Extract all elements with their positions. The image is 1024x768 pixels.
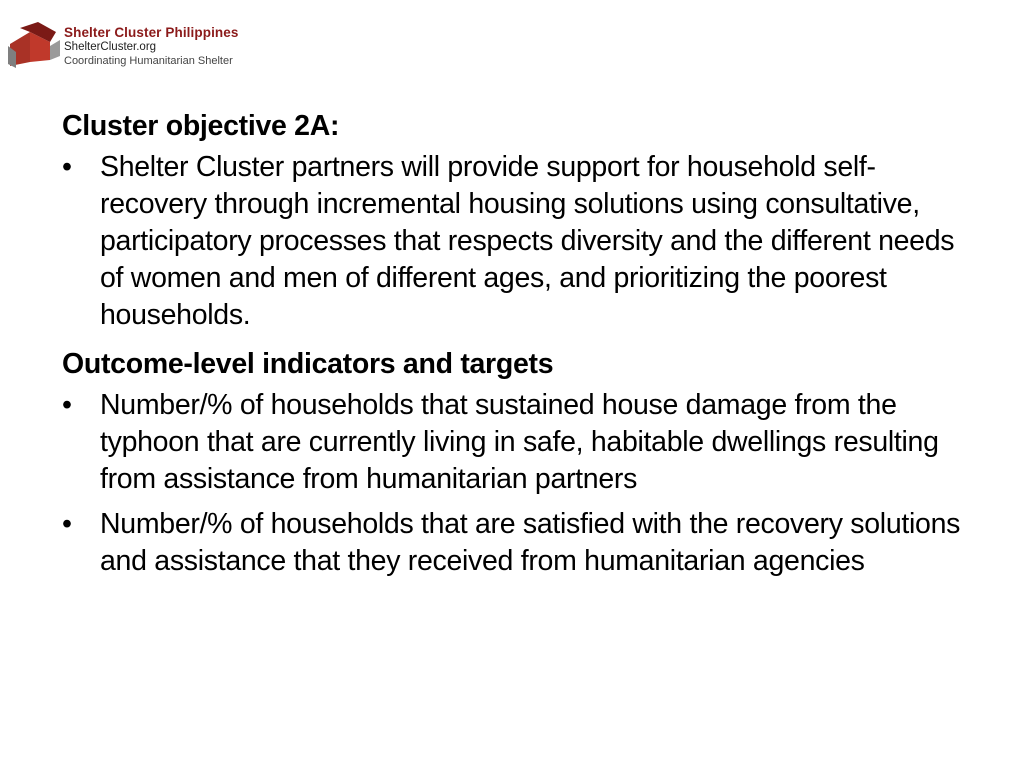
bullet-item (62, 387, 982, 498)
bullet-text: Shelter Cluster partners will provide support for household self-recovery through incremental housing solutions using consultative, participatory processes that respects diversity and the different needs of women and men of different ages, and prioritizing the poorest households. (100, 151, 955, 331)
logo-title: Shelter Cluster Philippines (64, 25, 239, 40)
bullet-item (62, 149, 982, 334)
house-hands-logo-icon (6, 22, 62, 72)
objective-heading: Cluster objective 2A: (62, 110, 340, 142)
logo-url: ShelterCluster.org (64, 41, 157, 53)
bullet-text: Number/% of households that are satisfied with the recovery solutions and assistance that they received from humanitarian agencies (100, 508, 961, 577)
slide-body (62, 104, 982, 588)
bullet-item (62, 506, 982, 580)
bullet-icon: • (62, 389, 72, 421)
bullet-icon: • (62, 508, 72, 540)
bullet-text: Number/% of households that sustained house damage from the typhoon that are currently living in safe, habitable dwellings resulting from assistance from humanitarian partners (100, 389, 939, 495)
shelter-cluster-logo (6, 22, 239, 72)
bullet-icon: • (62, 151, 72, 183)
indicators-heading: Outcome-level indicators and targets (62, 348, 554, 380)
logo-tagline: Coordinating Humanitarian Shelter (64, 55, 233, 67)
